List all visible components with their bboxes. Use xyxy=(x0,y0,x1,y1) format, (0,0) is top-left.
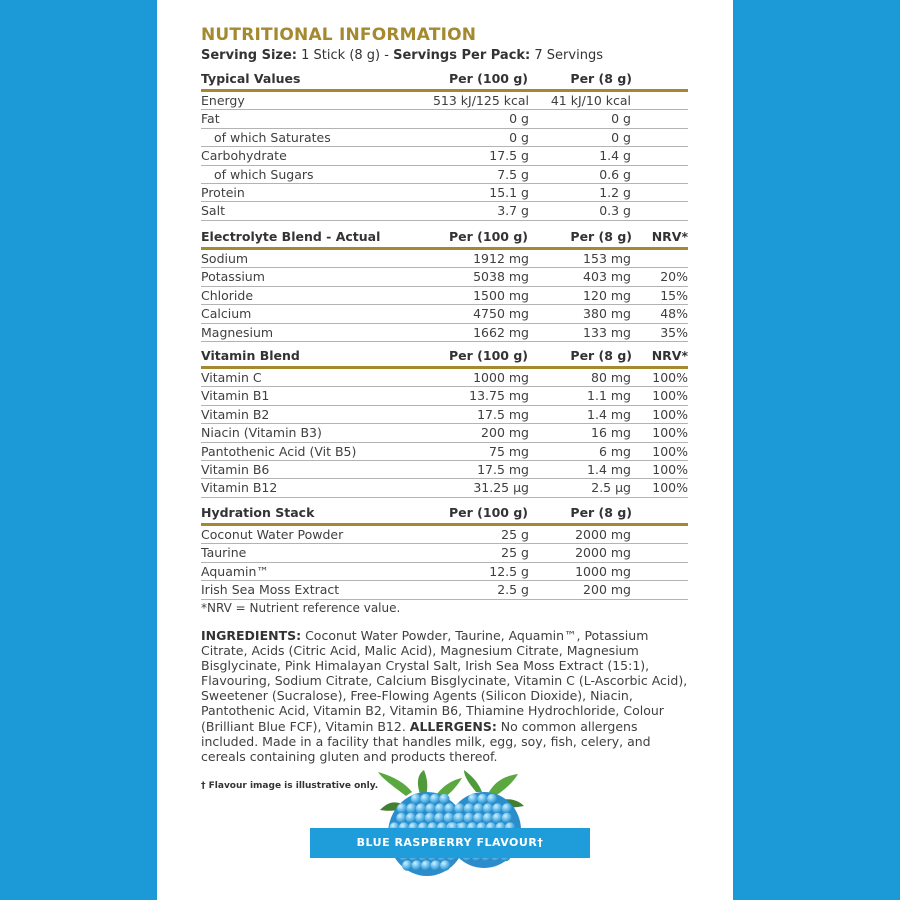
header-cell: Per (8 g) xyxy=(570,348,632,363)
drupe xyxy=(464,813,474,823)
nutrient-name: Magnesium xyxy=(201,324,274,340)
header-cell: Vitamin Blend xyxy=(201,348,300,363)
nutrient-value: 41 kJ/10 kcal xyxy=(550,93,631,108)
drupe xyxy=(473,803,483,813)
table-row xyxy=(201,184,688,202)
nutrient-value: 2000 mg xyxy=(575,545,631,561)
drupe xyxy=(397,803,407,813)
nutrient-value: 0.3 g xyxy=(599,203,631,219)
drupe xyxy=(502,803,512,813)
table-row xyxy=(201,424,688,442)
drupe xyxy=(483,813,493,823)
nutrient-value: 1.2 g xyxy=(599,184,631,200)
allergens-label: ALLERGENS: xyxy=(409,718,497,734)
table-row xyxy=(201,369,688,387)
nutrient-value: 153 mg xyxy=(583,251,631,266)
header-cell: Per (100 g) xyxy=(449,71,528,86)
nutrient-value: 12.5 g xyxy=(489,563,529,579)
drupe xyxy=(435,803,445,813)
nutrient-value: 17.5 g xyxy=(489,148,529,164)
ingredients-text: Coconut Water Powder, Taurine, Aquamin™, Potassium Citrate, Acids (Citric Acid, Malic Acid), Magnesium Citrate, Magnesium Bisglycinate, Pink Himalayan Crystal Salt, Irish Sea Moss Extract (15:1), Flavouring, Sodium Citrate, Calcium Bisglycinate, Vitamin C (L-Ascorbic Acid), Sweetener (Sucralose), Free-Flowing Agents (Silicon Dioxide), Niacin, Pantothenic Acid, Vitamin B2, Vitamin B6, Thiamine Hydrochloride, Colour (Brilliant Blue FCF), Vitamin B12. xyxy=(201,628,688,734)
flavour-image-footnote: † Flavour image is illustrative only. xyxy=(201,781,379,791)
nutrient-value: 200 mg xyxy=(583,582,631,598)
header-cell: Per (8 g) xyxy=(570,229,632,244)
nutrient-name: Niacin (Vitamin B3) xyxy=(201,425,322,441)
nutrient-value: 17.5 mg xyxy=(477,461,529,477)
nutrient-value: 2.5 µg xyxy=(591,480,631,496)
drupe xyxy=(473,813,483,823)
nutrient-value: 0 g xyxy=(611,111,631,127)
nutrient-name: Aquamin™ xyxy=(201,563,269,579)
nutrient-value: 133 mg xyxy=(583,324,631,340)
drupe xyxy=(468,794,478,804)
nutrient-value: 513 kJ/125 kcal xyxy=(432,93,529,108)
table-row xyxy=(201,268,688,286)
nutrient-value: 1.4 g xyxy=(599,148,631,164)
nutrient-name: Pantothenic Acid (Vit B5) xyxy=(201,443,357,459)
nutrition-title: NUTRITIONAL INFORMATION xyxy=(201,25,477,45)
nutrient-value: 1.1 mg xyxy=(587,388,631,404)
nutrient-value: 100% xyxy=(652,425,688,441)
nutrient-name: Irish Sea Moss Extract xyxy=(201,582,340,598)
nutrient-value: 100% xyxy=(652,461,688,477)
header-cell: Typical Values xyxy=(201,71,301,86)
table-row xyxy=(201,526,688,544)
nutrient-value: 100% xyxy=(652,480,688,496)
nutrient-name: Vitamin C xyxy=(201,370,262,385)
table-row xyxy=(201,202,688,220)
drupe xyxy=(396,813,406,823)
header-cell: Per (8 g) xyxy=(570,505,632,520)
table-row xyxy=(201,92,688,110)
table-row xyxy=(201,110,688,128)
nutrient-value: 100% xyxy=(652,388,688,404)
nutrient-name: Taurine xyxy=(201,545,247,561)
nutrient-value: 3.7 g xyxy=(497,203,529,219)
nutrient-name: Calcium xyxy=(201,306,252,322)
header-cell: Per (8 g) xyxy=(570,71,632,86)
drupe xyxy=(415,813,425,823)
nutrient-value: 35% xyxy=(660,324,688,340)
drupe xyxy=(464,803,474,813)
nutrient-name: Carbohydrate xyxy=(201,148,287,164)
allergens-text: No common allergens included. Made in a facility that handles milk, egg, soy, fish, celery, and cereals containing gluten and products thereof. xyxy=(201,718,651,764)
nutrient-value: 17.5 mg xyxy=(477,406,529,422)
table-row xyxy=(201,479,688,497)
flavour-banner: BLUE RASPBERRY FLAVOUR† xyxy=(310,828,590,858)
header-cell: NRV* xyxy=(651,229,688,244)
nutrient-value: 15% xyxy=(660,287,688,303)
nutrient-value: 0 g xyxy=(509,129,529,145)
drupe xyxy=(487,794,497,804)
table-row xyxy=(201,387,688,405)
serving-info xyxy=(201,48,603,63)
nutrient-value: 0.6 g xyxy=(599,166,631,182)
servings-per-pack-value: 7 Servings xyxy=(534,48,603,63)
drupe xyxy=(477,794,487,804)
drupe xyxy=(502,813,512,823)
electrolyte-blend-table xyxy=(201,227,688,342)
nutrient-value: 1000 mg xyxy=(575,563,631,579)
nutrient-value: 0 g xyxy=(509,111,529,127)
nutrient-value: 7.5 g xyxy=(497,166,529,182)
header-cell: NRV* xyxy=(651,348,688,363)
nutrient-value: 20% xyxy=(660,269,688,285)
table-header xyxy=(201,69,688,92)
serving-size-value: 1 Stick (8 g) xyxy=(301,48,381,63)
table-header xyxy=(201,346,688,369)
drupe xyxy=(411,794,421,804)
nutrient-name: of which Saturates xyxy=(214,129,331,145)
nutrient-name: Sodium xyxy=(201,251,249,266)
header-cell: Per (100 g) xyxy=(449,229,528,244)
table-row xyxy=(201,581,688,599)
header-cell: Per (100 g) xyxy=(449,505,528,520)
nutrient-value: 120 mg xyxy=(583,287,631,303)
nutrient-name: Potassium xyxy=(201,269,265,285)
nutrient-value: 100% xyxy=(652,406,688,422)
nutrient-name: Vitamin B2 xyxy=(201,406,270,422)
nrv-footnote: *NRV = Nutrient reference value. xyxy=(201,601,401,615)
nutrient-value: 1000 mg xyxy=(473,370,529,385)
ingredients-label: INGREDIENTS: xyxy=(201,628,302,643)
drupe xyxy=(454,803,464,813)
nutrient-value: 1912 mg xyxy=(473,251,529,266)
drupe xyxy=(454,813,464,823)
nutrient-name: Fat xyxy=(201,111,220,127)
nutrient-value: 25 g xyxy=(501,545,529,561)
typical-values-table xyxy=(201,69,688,221)
nutrient-value: 200 mg xyxy=(481,425,529,441)
drupe xyxy=(421,860,431,870)
left-blue-band xyxy=(0,0,157,900)
drupe xyxy=(431,860,441,870)
servings-per-pack-label: Servings Per Pack: xyxy=(393,48,531,63)
drupe xyxy=(406,803,416,813)
nutrient-value: 16 mg xyxy=(591,425,631,441)
nutrient-value: 2.5 g xyxy=(497,582,529,598)
table-row xyxy=(201,443,688,461)
nutrient-value: 25 g xyxy=(501,527,529,542)
drupe xyxy=(425,803,435,813)
table-row xyxy=(201,305,688,323)
nutrient-name: of which Sugars xyxy=(214,166,314,182)
nutrient-value: 4750 mg xyxy=(473,306,529,322)
ingredients-paragraph xyxy=(201,628,691,764)
nutrient-value: 380 mg xyxy=(583,306,631,322)
drupe xyxy=(434,813,444,823)
nutrient-value: 1500 mg xyxy=(473,287,529,303)
table-header xyxy=(201,227,688,250)
table-header xyxy=(201,503,688,526)
nutrient-value: 0 g xyxy=(611,129,631,145)
table-row xyxy=(201,250,688,268)
drupe xyxy=(492,803,502,813)
nutrient-value: 15.1 g xyxy=(489,184,529,200)
nutrient-name: Energy xyxy=(201,93,245,108)
nutrient-value: 6 mg xyxy=(598,443,631,459)
drupe xyxy=(440,860,450,870)
header-cell: Hydration Stack xyxy=(201,505,315,520)
table-row xyxy=(201,147,688,165)
vitamin-blend-table xyxy=(201,346,688,498)
header-cell: Electrolyte Blend - Actual xyxy=(201,229,381,244)
nutrient-value: 5038 mg xyxy=(473,269,529,285)
drupe xyxy=(444,813,454,823)
nutrient-value: 31.25 µg xyxy=(473,480,529,496)
header-cell: Per (100 g) xyxy=(449,348,528,363)
drupe xyxy=(406,813,416,823)
serving-separator: - xyxy=(384,48,389,63)
nutrient-name: Vitamin B6 xyxy=(201,461,270,477)
nutrient-name: Salt xyxy=(201,203,225,219)
table-row xyxy=(201,166,688,184)
nutrient-value: 48% xyxy=(660,306,688,322)
drupe xyxy=(430,794,440,804)
nutrient-value: 75 mg xyxy=(489,443,529,459)
drupe xyxy=(420,794,430,804)
nutrient-name: Chloride xyxy=(201,287,254,303)
nutrient-value: 1662 mg xyxy=(473,324,529,340)
nutrient-value: 403 mg xyxy=(583,269,631,285)
drupe xyxy=(416,803,426,813)
nutrient-name: Vitamin B1 xyxy=(201,388,270,404)
table-row xyxy=(201,287,688,305)
table-row xyxy=(201,461,688,479)
nutrient-value: 80 mg xyxy=(591,370,631,385)
nutrient-value: 100% xyxy=(652,443,688,459)
serving-size-label: Serving Size: xyxy=(201,48,298,63)
drupe xyxy=(402,860,412,870)
table-row xyxy=(201,129,688,147)
nutrient-value: 2000 mg xyxy=(575,527,631,542)
nutrient-name: Coconut Water Powder xyxy=(201,527,344,542)
table-row xyxy=(201,324,688,342)
table-row xyxy=(201,563,688,581)
nutrient-name: Protein xyxy=(201,184,245,200)
table-row xyxy=(201,544,688,562)
drupe xyxy=(425,813,435,823)
nutrient-value: 100% xyxy=(652,370,688,385)
drupe xyxy=(439,794,449,804)
hydration-stack-table xyxy=(201,503,688,600)
drupe xyxy=(483,803,493,813)
table-row xyxy=(201,406,688,424)
drupe xyxy=(412,860,422,870)
drupe xyxy=(444,803,454,813)
nutrient-value: 1.4 mg xyxy=(587,406,631,422)
drupe xyxy=(492,813,502,823)
nutrient-value: 13.75 mg xyxy=(469,388,529,404)
nutrient-value: 1.4 mg xyxy=(587,461,631,477)
nutrient-name: Vitamin B12 xyxy=(201,480,278,496)
right-blue-band xyxy=(733,0,900,900)
